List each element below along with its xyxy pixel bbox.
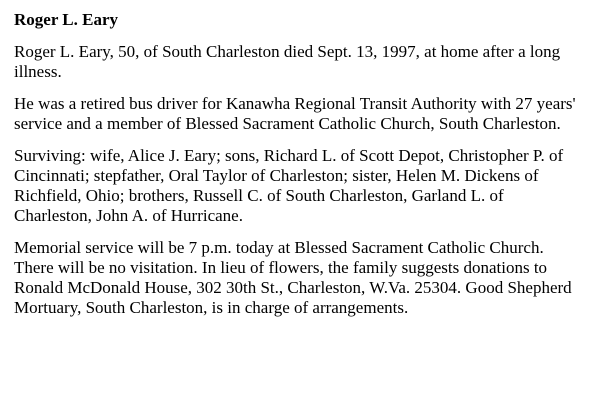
obituary-paragraph-service: Memorial service will be 7 p.m. today at Blessed Sacrament Catholic Church. There will be no visitation. In lieu of flowers, the family suggests donations to Ronald McDonald House, 302 30th St., Charleston, W.Va. 25304. Good Shepherd Mortuary, South Charleston, is in charge of arrangements. — [14, 238, 572, 317]
obituary-paragraph-death: Roger L. Eary, 50, of South Charleston died Sept. 13, 1997, at home after a long illness. — [14, 42, 561, 81]
obituary-paragraph-career: He was a retired bus driver for Kanawha Regional Transit Authority with 27 years' service and a member of Blessed Sacrament Catholic Church, South Charleston. — [14, 94, 576, 133]
obituary-title: Roger L. Eary — [14, 10, 119, 29]
obituary-paragraph-survivors: Surviving: wife, Alice J. Eary; sons, Richard L. of Scott Depot, Christopher P. of Cincinnati; stepfather, Oral Taylor of Charleston; sister, Helen M. Dickens of Richfield, Ohio; brothers, Russell C. of South Charleston, Garland L. of Charleston, John A. of Hurricane. — [14, 146, 564, 225]
obituary-document — [14, 10, 584, 330]
